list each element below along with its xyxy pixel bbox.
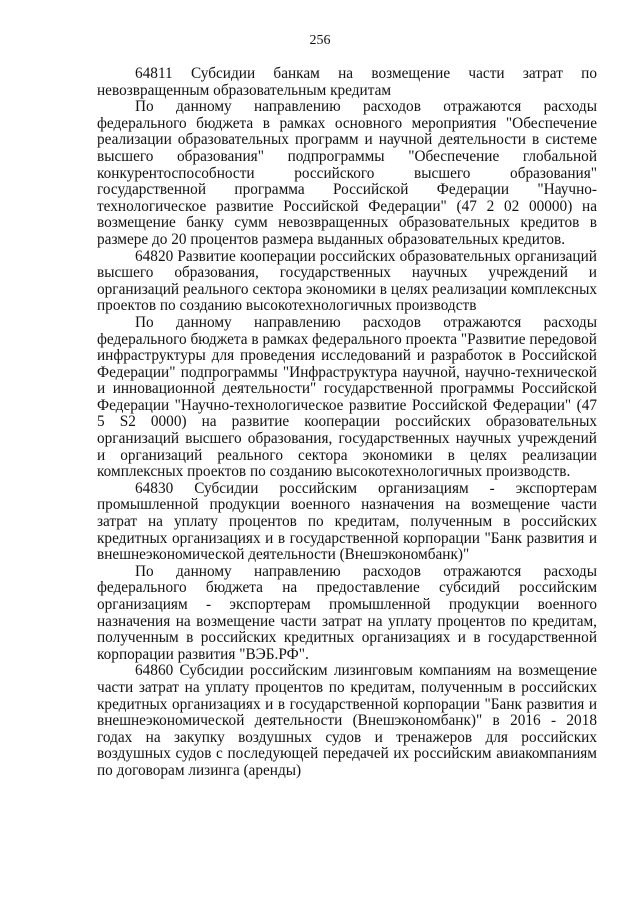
paragraph-64820-heading: 64820 Развитие кооперации российских образовательных организаций высшего образования, государственных научных учреждений и организаций реального сектора экономики в целях реализации комплексных проектов по созданию высокотехнологичных производств xyxy=(97,247,597,315)
paragraph-64830-description: По данному направлению расходов отражаются расходы федерального бюджета на предоставление субсидий российским организациям - экспортерам промышленной продукции военного назначения на возмещение части затрат на уплату процентов по кредитам, полученным в российских кредитных организациях и в государственной корпорации развития "ВЭБ.РФ". xyxy=(97,562,597,663)
paragraph-64820-description: По данному направлению расходов отражаются расходы федерального бюджета в рамках федерального проекта "Развитие передовой инфраструктуры для проведения исследований и разработок в Российской Федерации" подпрограммы "Инфраструктура научной, научно-технической и инновационной деятельности" государственной программы Российской Федерации "Научно-технологическое развитие Российской Федерации" (47 5 S2 0000) на развитие кооперации российских образовательных организаций высшего образования, государственных научных учреждений и организаций реального сектора экономики в целях реализации комплексных проектов по созданию высокотехнологичных производств. xyxy=(97,313,597,481)
paragraph-64860-heading: 64860 Субсидии российским лизинговым компаниям на возмещение части затрат на уплату процентов по кредитам, полученным в российских кредитных организациях и в государственной корпорации "Банк развития и внешнеэкономической деятельности (Внешэкономбанк)" в 2016 - 2018 годах на закупку воздушных судов и тренажеров для российских воздушных судов с последующей передачей их российским авиакомпаниям по договорам лизинга (аренды) xyxy=(97,662,597,779)
document-body xyxy=(97,66,597,780)
page-number: 256 xyxy=(309,33,331,48)
paragraph-64811-heading: 64811 Субсидии банкам на возмещение части затрат по невозвращенным образовательным кредитам xyxy=(97,65,597,99)
paragraph-64811-description: По данному направлению расходов отражаются расходы федерального бюджета в рамках основного мероприятия "Обеспечение реализации образовательных программ и научной деятельности в системе высшего образования" подпрограммы "Обеспечение глобальной конкурентоспособности российского высшего образования" государственной программа Российской Федерации "Научно-технологическое развитие Российской Федерации" (47 2 02 00000) на возмещение банку сумм невозвращенных образовательных кредитов в размере до 20 процентов размера выданных образовательных кредитов. xyxy=(97,98,597,248)
paragraph-64830-heading: 64830 Субсидии российским организациям - экспортерам промышленной продукции военного назначения на возмещение части затрат на уплату процентов по кредитам, полученным в российских кредитных организациях и в государственной корпорации "Банк развития и внешнеэкономической деятельности (Внешэкономбанк)" xyxy=(97,479,597,564)
